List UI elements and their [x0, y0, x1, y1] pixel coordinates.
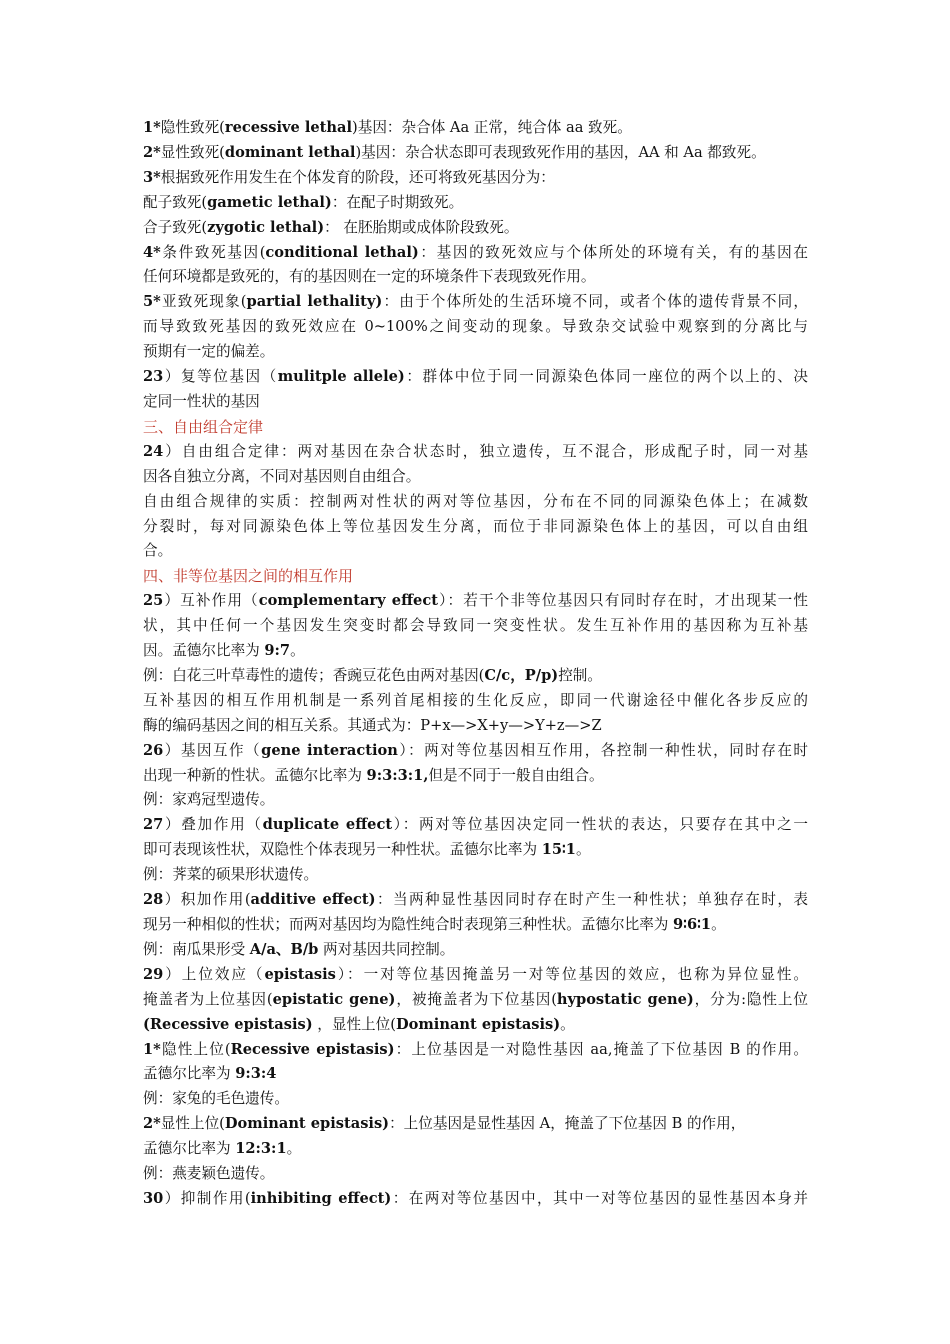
para-dominant-epistasis-example: 例：燕麦颖色遗传。: [143, 1165, 275, 1183]
para-complementary-example: 例：白花三叶草毒性的遗传；香豌豆花色由两对基因(C/c，P/p)控制。: [143, 666, 602, 684]
para-epistasis-def-line1: 掩盖者为上位基因(epistatic gene)，被掩盖者为下位基因(hypostatic gene)，分为:隐性上位: [143, 990, 808, 1008]
para-assortment-essence-line2: 分裂时，每对同源染色体上等位基因发生分离，而位于非同源染色体上的基因，可以自由组: [143, 517, 808, 535]
para-dominant-epistasis-line2: 孟德尔比率为 12:3:1。: [143, 1140, 302, 1158]
para-multiple-allele-line1: 23）复等位基因（mulitple allele)：群体中位于同一同源染色体同一座位的两个以上的、决: [143, 368, 808, 386]
para-complementary-line2: 状，其中任何一个基因发生突变时都会导致同一突变性状。发生互补作用的基因称为互补基: [143, 617, 808, 635]
para-duplicate-effect-line1: 27）叠加作用（duplicate effect）：两对等位基因决定同一性状的表达，只要存在其中之一: [143, 816, 808, 834]
para-inhibiting-effect-line1: 30）抑制作用(inhibiting effect)：在两对等位基因中，其中一对等位基因的显性基因本身并: [143, 1189, 808, 1207]
para-gene-interaction-line1: 26）基因互作（gene interaction）：两对等位基因相互作用，各控制一种性状，同时存在时: [143, 741, 808, 759]
para-conditional-lethal-line1: 4*条件致死基因(conditional lethal)：基因的致死效应与个体所处的环境有关，有的基因在: [143, 243, 808, 261]
para-assortment-essence-line3: 合。: [143, 542, 173, 560]
para-additive-effect-line1: 28）积加作用(additive effect)：当两种显性基因同时存在时产生一种性状；单独存在时，表: [143, 891, 808, 909]
para-duplicate-effect-example: 例：荠菜的硕果形状遗传。: [143, 866, 319, 884]
para-recessive-lethal: 1*隐性致死(recessive lethal)基因：杂合体 Aa 正常，纯合体 aa 致死。: [143, 119, 632, 136]
document-body: [143, 116, 808, 1212]
para-partial-lethality-line1: 5*亚致死现象(partial lethality)：由于个体所处的生活环境不同，或者个体的遗传背景不同，: [143, 293, 808, 311]
para-complementary-mechanism-line1: 互补基因的相互作用机制是一系列首尾相接的生化反应，即同一代谢途径中催化各步反应的: [143, 691, 808, 709]
para-gene-interaction-line2: 出现一种新的性状。孟德尔比率为 9:3:3:1,但是不同于一般自由组合。: [143, 766, 604, 784]
para-complementary-line3: 因。孟德尔比率为 9:7。: [143, 642, 305, 660]
para-epistasis-def-line2: (Recessive epistasis) ，显性上位(Dominant epistasis)。: [143, 1015, 575, 1033]
para-complementary-line1: 25）互补作用（complementary effect）：若干个非等位基因只有同时存在时，才出现某一性: [143, 592, 808, 610]
para-multiple-allele-line2: 定同一性状的基因: [143, 392, 260, 410]
para-epistasis-line1: 29）上位效应（epistasis）：一对等位基因掩盖另一对等位基因的效应，也称为异位显性。: [143, 965, 808, 983]
para-recessive-epistasis-line1: 1*隐性上位(Recessive epistasis)：上位基因是一对隐性基因 aa,掩盖了下位基因 B 的作用。: [143, 1040, 808, 1058]
para-recessive-epistasis-line2: 孟德尔比率为 9:3:4: [143, 1065, 277, 1083]
section-heading-4: 四、非等位基因之间的相互作用: [143, 567, 354, 586]
para-duplicate-effect-line2: 即可表现该性状，双隐性个体表现另一种性状。孟德尔比率为 15∶1。: [143, 841, 591, 859]
para-independent-assortment-line2: 因各自独立分离，不同对基因则自由组合。: [143, 467, 421, 485]
section-heading-3: 三、自由组合定律: [143, 417, 264, 436]
para-zygotic-lethal: 合子致死(zygotic lethal)： 在胚胎期或成体阶段致死。: [143, 218, 519, 236]
para-independent-assortment-line1: 24）自由组合定律：两对基因在杂合状态时，独立遗传，互不混合，形成配子时，同一对基: [143, 442, 808, 460]
para-additive-effect-line2: 现另一种相似的性状；而两对基因均为隐性纯合时表现第三种性状。孟德尔比率为 9∶6∶1。: [143, 916, 726, 933]
para-partial-lethality-line2: 而导致致死基因的致死效应在 0~100%之间变动的现象。导致杂交试验中观察到的分离比与: [143, 318, 808, 336]
para-dominant-epistasis-line1: 2*显性上位(Dominant epistasis)：上位基因是显性基因 A，掩盖了下位基因 B 的作用，: [143, 1115, 746, 1133]
para-assortment-essence-line1: 自由组合规律的实质：控制两对性状的两对等位基因，分布在不同的同源染色体上；在减数: [143, 492, 808, 510]
para-gene-interaction-example: 例：家鸡冠型遗传。: [143, 791, 275, 809]
para-dominant-lethal: 2*显性致死(dominant lethal)基因：杂合状态即可表现致死作用的基因，AA 和 Aa 都致死。: [143, 143, 766, 161]
para-gametic-lethal: 配子致死(gametic lethal)：在配子时期致死。: [143, 193, 464, 211]
para-conditional-lethal-line2: 任何环境都是致死的，有的基因则在一定的环境条件下表现致死作用。: [143, 268, 596, 286]
para-partial-lethality-line3: 预期有一定的偏差。: [143, 343, 275, 361]
para-complementary-mechanism-line2: 酶的编码基因之间的相互关系。其通式为：P+x—>X+y—>Y+z—>Z: [143, 716, 602, 734]
para-recessive-epistasis-example: 例：家兔的毛色遗传。: [143, 1090, 289, 1108]
para-additive-effect-example: 例：南瓜果形受 A/a、B/b 两对基因共同控制。: [143, 940, 455, 958]
para-lethal-stages: 3*根据致死作用发生在个体发育的阶段，还可将致死基因分为：: [143, 168, 555, 186]
